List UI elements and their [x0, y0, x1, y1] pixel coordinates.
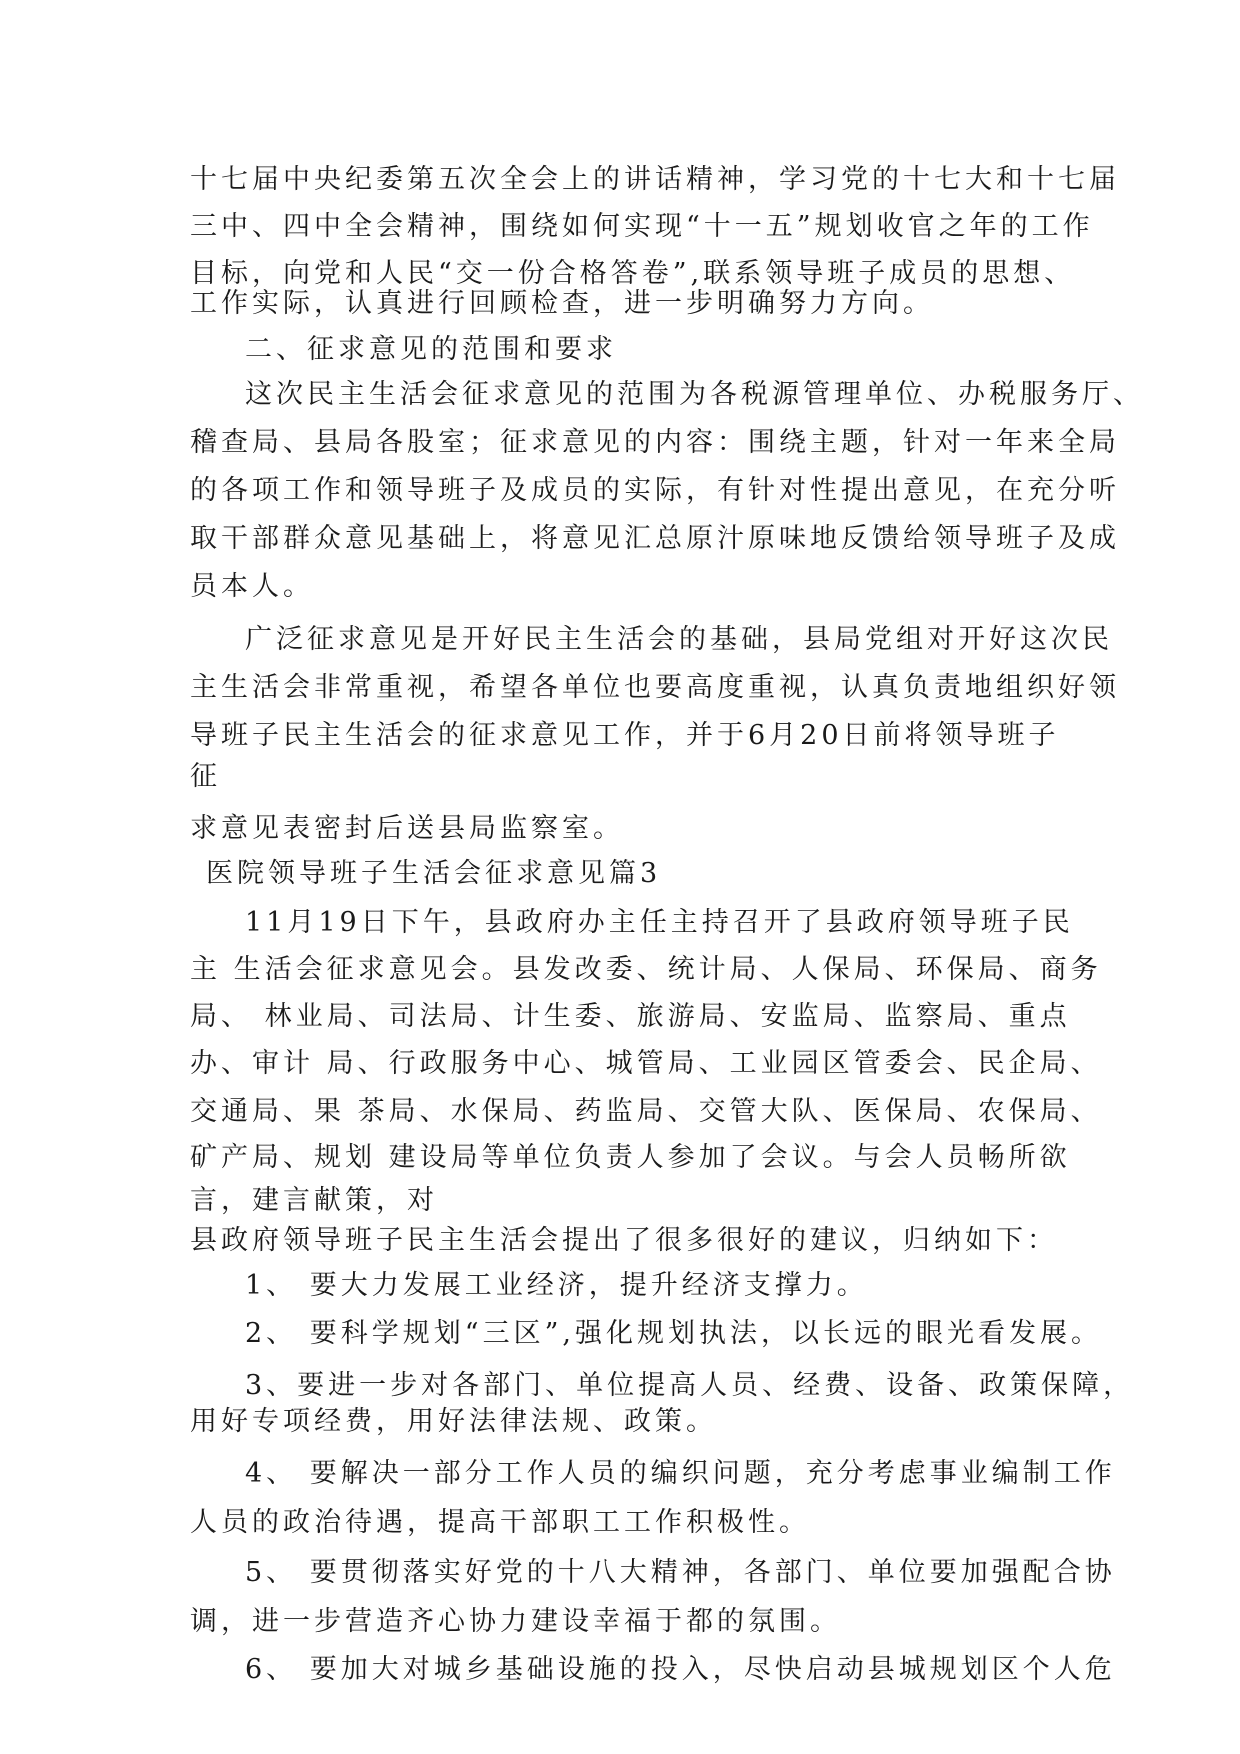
text-line: 11月19日下午，县政府办主任主持召开了县政府领导班子民	[245, 907, 1074, 938]
text-line: 言，建言献策，对	[190, 1185, 438, 1216]
text-line: 的各项工作和领导班子及成员的实际，有针对性提出意见，在充分听	[190, 475, 1120, 506]
text-line: 征	[190, 761, 221, 792]
text-line: 导班子民主生活会的征求意见工作，并于6月20日前将领导班子	[190, 720, 1060, 751]
text-line: 交通局、果 茶局、水保局、药监局、交管大队、医保局、农保局、	[190, 1096, 1102, 1127]
text-line: 这次民主生活会征求意见的范围为各税源管理单位、办税服务厅、	[245, 379, 1144, 410]
text-line: 调，进一步营造齐心协力建设幸福于都的氛围。	[190, 1606, 841, 1637]
text-line: 人员的政治待遇，提高干部职工工作积极性。	[190, 1507, 810, 1538]
list-item: 2、 要科学规划“三区”,强化规划执法，以长远的眼光看发展。	[245, 1318, 1102, 1349]
article-title: 医院领导班子生活会征求意见篇3	[206, 858, 662, 889]
list-item: 1、 要大力发展工业经济，提升经济支撑力。	[245, 1270, 868, 1301]
text-line: 求意见表密封后送县局监察室。	[190, 813, 624, 844]
text-line: 县政府领导班子民主生活会提出了很多很好的建议，归纳如下：	[190, 1225, 1058, 1256]
text-line: 局、 林业局、司法局、计生委、旅游局、安监局、监察局、重点	[190, 1001, 1071, 1032]
list-item: 6、 要加大对城乡基础设施的投入，尽快启动县城规划区个人危	[245, 1654, 1116, 1685]
text-line: 目标，向党和人民“交一份合格答卷”,联系领导班子成员的思想、	[190, 258, 1076, 289]
text-line: 主生活会非常重视，希望各单位也要高度重视，认真负责地组织好领	[190, 672, 1120, 703]
text-line: 用好专项经费，用好法律法规、政策。	[190, 1406, 717, 1437]
text-line: 取干部群众意见基础上，将意见汇总原汁原味地反馈给领导班子及成	[190, 523, 1120, 554]
text-line: 矿产局、规划 建设局等单位负责人参加了会议。与会人员畅所欲	[190, 1142, 1071, 1173]
text-line: 员本人。	[190, 571, 314, 602]
list-item: 5、 要贯彻落实好党的十八大精神，各部门、单位要加强配合协	[245, 1557, 1116, 1588]
text-line: 广泛征求意见是开好民主生活会的基础，县局党组对开好这次民	[245, 624, 1113, 655]
text-line: 十七届中央纪委第五次全会上的讲话精神，学习党的十七大和十七届	[190, 164, 1120, 195]
text-line: 稽查局、县局各股室；征求意见的内容：围绕主题，针对一年来全局	[190, 427, 1120, 458]
text-line: 工作实际，认真进行回顾检查，进一步明确努力方向。	[190, 288, 934, 319]
text-line: 主 生活会征求意见会。县发改委、统计局、人保局、环保局、商务	[190, 954, 1102, 985]
list-item: 3、要进一步对各部门、单位提高人员、经费、设备、政策保障，	[245, 1370, 1135, 1401]
text-line: 三中、四中全会精神，围绕如何实现“十一五”规划收官之年的工作	[190, 211, 1094, 242]
section-heading: 二、征求意见的范围和要求	[245, 334, 617, 365]
text-line: 办、审计 局、行政服务中心、城管局、工业园区管委会、民企局、	[190, 1048, 1102, 1079]
list-item: 4、 要解决一部分工作人员的编织问题，充分考虑事业编制工作	[245, 1458, 1116, 1489]
